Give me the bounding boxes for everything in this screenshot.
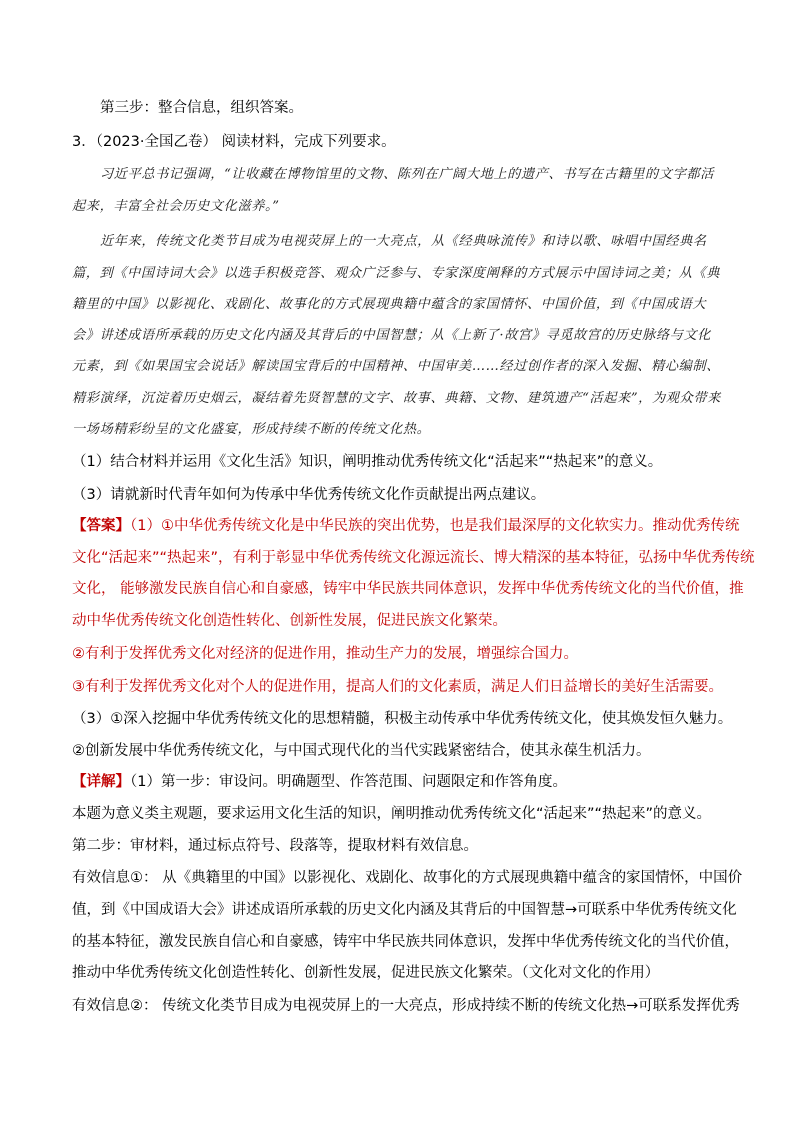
detail-text: （1）第一步：审设问。明确题型、作答范围、问题限定和作答角度。 [130, 774, 567, 790]
answer-tag: 【答案】 [72, 518, 130, 534]
material-line: 近年来，传统文化类节目成为电视荧屏上的一大亮点，从《经典咏流传》和诗以歌、咏唱中国经典名 [100, 234, 707, 249]
detail-line-1 [72, 772, 732, 792]
answer3-line: （3）①深入挖掘中华优秀传统文化的思想精髓，积极主动传承中华优秀传统文化，使其焕发恒久魅力。 [72, 711, 733, 727]
detail-tag: 【详解】 [72, 774, 130, 790]
question-number: 3． [72, 134, 96, 150]
answer-line: 文化“活起来”“热起来”，有利于彰显中华优秀传统文化源远流长、博大精深的基本特征，弘扬中华优秀传统 [72, 550, 755, 566]
detail-line: 推动中华优秀传统文化创造性转化、创新性发展，促进民族文化繁荣。（文化对文化的作用） [72, 965, 660, 981]
material-line: 起来，丰富全社会历史文化滋养。” [72, 199, 280, 214]
answer3-line: ②创新发展中华优秀传统文化，与中国式现代化的当代实践紧密结合，使其永葆生机活力。 [72, 743, 651, 759]
detail-line: 的基本特征，激发民族自信心和自豪感，铸牢中华民族共同体意识，发挥中华优秀传统文化的当代价值， [72, 934, 739, 950]
question-prompt: 阅读材料，完成下列要求。 [221, 134, 396, 150]
answer-line-1 [72, 516, 740, 536]
detail-line: 有效信息①： 从《典籍里的中国》以影视化、戏剧化、故事化的方式展现典籍中蕴含的家国情怀，中国价 [72, 870, 743, 886]
requirement-1: （1）结合材料并运用《文化生活》知识，阐明推动优秀传统文化“活起来”“热起来”的意义。 [72, 454, 663, 470]
question-source: （2023·全国乙卷） [95, 134, 217, 150]
detail-line: 第二步：审材料，通过标点符号、段落等，提取材料有效信息。 [72, 838, 478, 854]
material-line: 籍里的中国》以影视化、戏剧化、故事化的方式展现典籍中蕴含的家国情怀、中国价值，到《中国成语大 [72, 297, 707, 312]
material-line: 会》讲述成语所承载的历史文化内涵及其背后的中国智慧；从《上新了·故宫》寻觅故宫的历史脉络与文化 [72, 328, 712, 343]
material-line: 元素，到《如果国宝会说话》解读国宝背后的中国精神、中国审美……经过创作者的深入发掘、精心编制、 [72, 359, 721, 374]
detail-line: 本题为意义类主观题，要求运用文化生活的知识，阐明推动优秀传统文化“活起来”“热起来”的意义。 [72, 806, 712, 822]
material-line: 习近平总书记强调，“让收藏在博物馆里的文物、陈列在广阔大地上的遗产、书写在古籍里的文字都活 [100, 167, 714, 182]
detail-line: 值，到《中国成语大会》讲述成语所承载的历史文化内涵及其背后的中国智慧→可联系中华优秀传统文化 [72, 902, 737, 918]
answer-line: ②有利于发挥优秀文化对经济的促进作用，推动生产力的发展，增强综合国力。 [72, 646, 578, 662]
step3-line: 第三步：整合信息，组织答案。 [100, 100, 303, 116]
question-header [72, 132, 732, 152]
material-line: 篇，到《中国诗词大会》以选手积极竞答、观众广泛参与、专家深度阐释的方式展示中国诗词之美；从《典 [72, 266, 721, 281]
detail-line: 有效信息②： 传统文化类节目成为电视荧屏上的一大亮点，形成持续不断的传统文化热→可联系发挥优秀 [72, 998, 740, 1014]
answer-line: 动中华优秀传统文化创造性转化、创新性发展，促进民族文化繁荣。 [72, 613, 507, 629]
material-line: 精彩演绎，沉淀着历史烟云，凝结着先贤智慧的文字、故事、典籍、文物、建筑遗产“活起来”，为观众带来 [72, 391, 721, 406]
answer-line: ③有利于发挥优秀文化对个人的促进作用，提高人们的文化素质，满足人们日益增长的美好生活需要。 [72, 679, 723, 695]
requirement-3: （3）请就新时代青年如何为传承中华优秀传统文化作贡献提出两点建议。 [72, 487, 546, 503]
answer-line: 文化， 能够激发民族自信心和自豪感，铸牢中华民族共同体意识，发挥中华优秀传统文化的当代价值，推 [72, 581, 744, 597]
material-line: 一场场精彩纷呈的文化盛宴，形成持续不断的传统文化热。 [72, 422, 431, 437]
answer-text: （1）①中华优秀传统文化是中华民族的突出优势，也是我们最深厚的文化软实力。推动优秀传统 [130, 518, 740, 534]
